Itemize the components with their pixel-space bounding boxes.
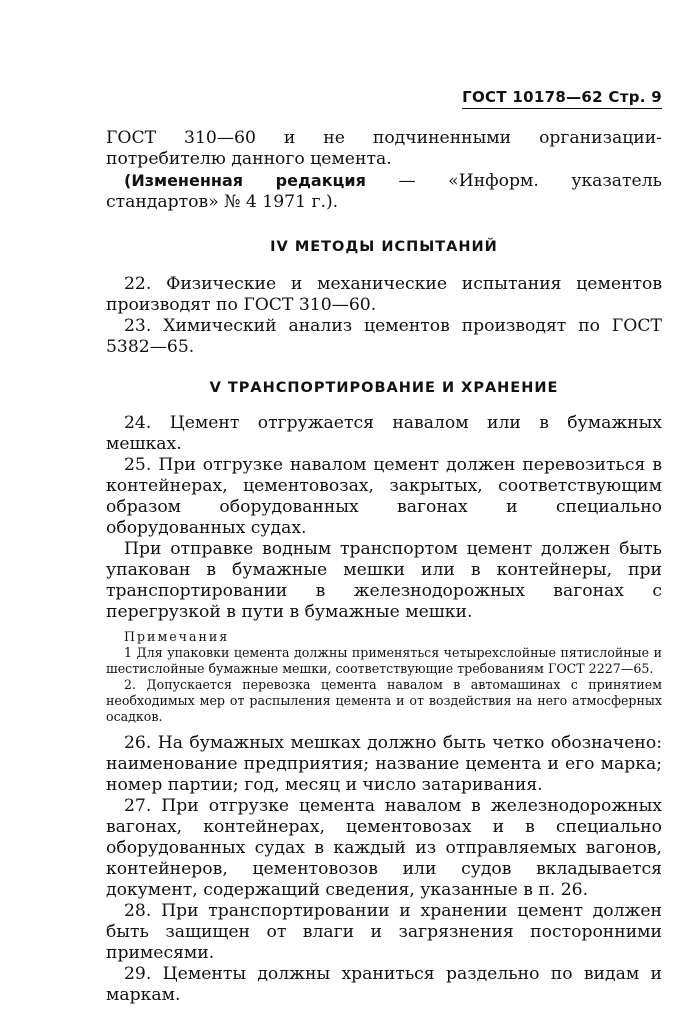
edition-note [106,170,662,213]
paragraph-28: 28. При транспортировании и хранении цемент должен быть защищен от влаги и загрязнения посторонними примесями. [106,901,662,963]
paragraph-29: 29. Цементы должны храниться раздельно по видам и маркам. [106,964,662,1005]
paragraph-22: 22. Физические и механические испытания цементов производят по ГОСТ 310—60. [106,274,662,315]
note-2: 2. Допускается перевозка цемента навалом в автомашинах с принятием необходимых мер от распыления цемента и от воздействия на него атмосферных осадков. [106,677,662,724]
page-header: ГОСТ 10178—62 Стр. 9 [462,88,662,109]
edition-note-bold: (Измененная редакция [124,171,366,190]
section-heading-5: V ТРАНСПОРТИРОВАНИЕ И ХРАНЕНИЕ [209,380,559,396]
paragraph-25: 25. При отгрузке навалом цемент должен перевозиться в контейнерах, цементовозах, закрытых, соответствующим образом оборудованных вагонах и специально оборудованных судах. [106,455,662,538]
document-body [106,128,662,1006]
paragraph-24: 24. Цемент отгружается навалом или в бумажных мешках. [106,413,662,454]
paragraph-23: 23. Химический анализ цементов производят по ГОСТ 5382—65. [106,316,662,357]
edition-note-rest: — «Информ. указатель стандартов» № 4 1971 г.). [106,171,663,212]
note-1: 1 Для упаковки цемента должны применяться четырехслойные пятислойные и шестислойные бумажные мешки, соответствующие требованиям ГОСТ 2227—65. [106,645,662,676]
paragraph-27: 27. При отгрузке цемента навалом в железнодорожных вагонах, контейнерах, цементовозах и в специально оборудованных судах в каждый из отправляемых вагонов, контейнеров, цементовозов или судов вкладывается документ, содержащий сведения, указанные в п. 26. [106,796,662,900]
notes-heading: Примечания [124,629,230,644]
paragraph-25b: При отправке водным транспортом цемент должен быть упакован в бумажные мешки или в контейнеры, при транспортировании в железнодорожных вагонах с перегрузкой в пути в бумажные мешки. [106,539,662,622]
paragraph-intro: ГОСТ 310—60 и не подчиненными организации-потребителю данного цемента. [106,128,662,169]
notes-block [106,629,662,725]
paragraph-26: 26. На бумажных мешках должно быть четко обозначено: наименование предприятия; название цемента и его марка; номер партии; год, месяц и число затаривания. [106,733,662,795]
section-heading-4: IV МЕТОДЫ ИСПЫТАНИЙ [270,239,498,255]
